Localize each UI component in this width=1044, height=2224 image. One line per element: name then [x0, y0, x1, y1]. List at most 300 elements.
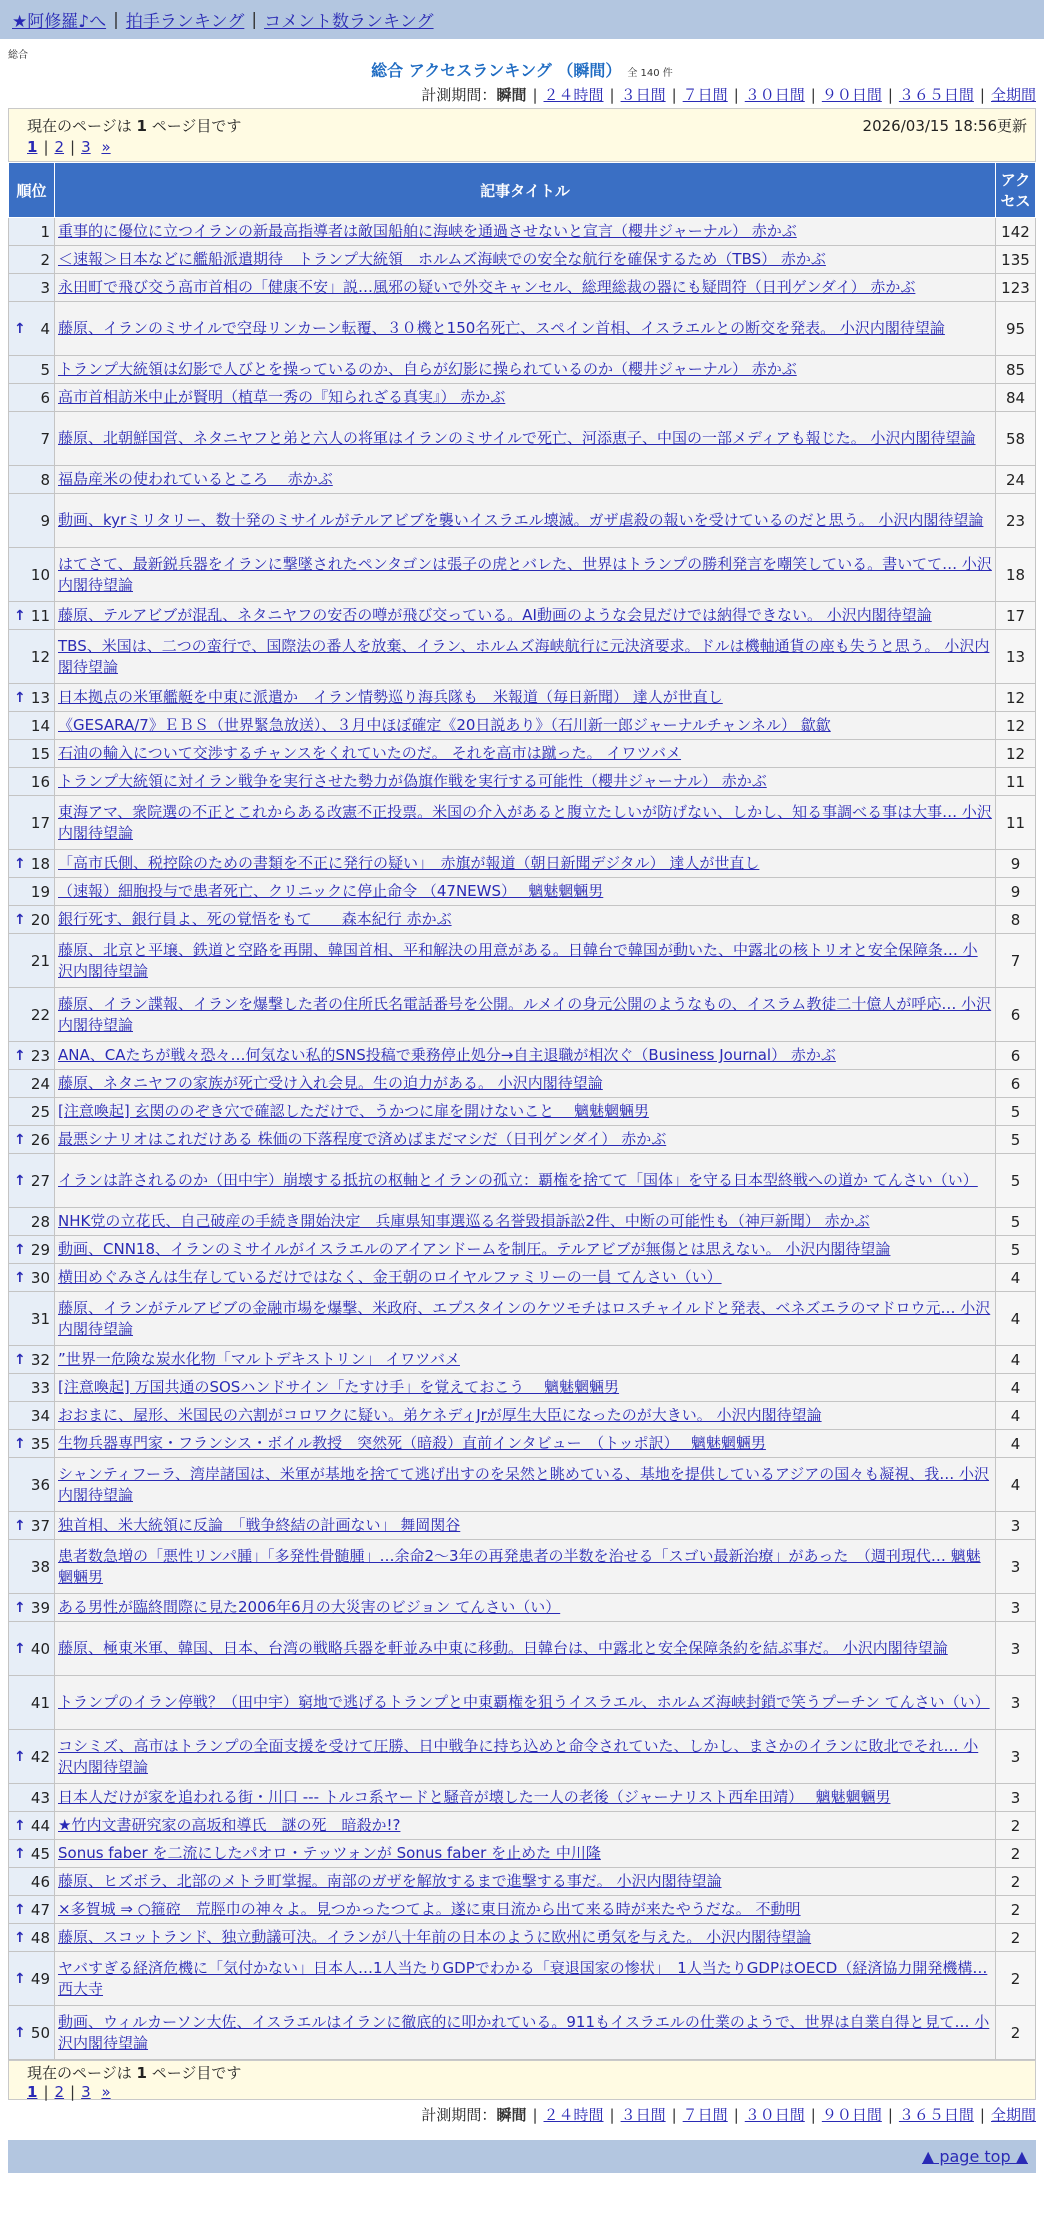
rank-number: 44 — [30, 1816, 50, 1835]
article-link[interactable]: [注意喚起] 万国共通のSOSハンドサイン「たすけ手」を覚えておこう 魑魅魍魎男 — [58, 1378, 620, 1396]
rank-number: 6 — [40, 388, 50, 407]
rank-cell — [9, 2006, 55, 2060]
access-count: 12 — [996, 740, 1036, 768]
page-link[interactable]: 1 — [27, 2083, 38, 2101]
page-link[interactable]: 3 — [81, 138, 91, 156]
title-cell — [55, 466, 996, 494]
table-row — [9, 1208, 1036, 1236]
current-page-text — [27, 115, 241, 136]
access-count: 2 — [996, 2006, 1036, 2060]
rank-number: 38 — [30, 1557, 50, 1576]
rank-number: 20 — [30, 910, 50, 929]
rank-number: 41 — [30, 1693, 50, 1712]
article-link[interactable]: 東海アマ、衆院選の不正とこれからある改憲不正投票。米国の介入があると腹立たしいが防げない、しかし、知る事調べる事は大事… 小沢内閣待望論 — [58, 802, 992, 842]
table-row — [9, 1812, 1036, 1840]
table-row — [9, 1512, 1036, 1540]
table-row — [9, 1622, 1036, 1676]
article-link[interactable]: イランは許されるのか（田中宇）崩壊する抵抗の枢軸とイランの孤立：覇権を捨てて「国体」を守る日本型終戦への道か てんさい（い） — [58, 1171, 978, 1189]
access-count: 18 — [996, 548, 1036, 602]
current-page-suffix: ページ目です — [146, 2064, 242, 2082]
table-row — [9, 1292, 1036, 1346]
title-cell — [55, 850, 996, 878]
rank-number: 9 — [40, 511, 50, 530]
rank-number: 27 — [30, 1171, 50, 1190]
title-cell — [55, 796, 996, 850]
rank-cell — [9, 768, 55, 796]
rank-number: 46 — [30, 1872, 50, 1891]
article-link[interactable]: 《GESARA/7》ＥＢＳ（世界緊急放送）、３月中ほぼ確定《20日説あり》（石川新一郎ジャーナルチャンネル） 歙歙 — [58, 716, 831, 734]
table-row — [9, 1594, 1036, 1622]
pager-top — [8, 108, 1036, 162]
period-link[interactable]: ２４時間 — [543, 2106, 604, 2124]
access-count: 6 — [996, 1042, 1036, 1070]
article-link[interactable]: [注意喚起] 玄関ののぞき穴で確認しただけで、うかつに扉を開けないこと 魑魅魍魎男 — [58, 1102, 649, 1120]
rank-number: 19 — [30, 882, 50, 901]
rank-cell — [9, 934, 55, 988]
rank-up-arrow-icon: ↑ — [14, 1269, 26, 1286]
rank-number: 39 — [30, 1598, 50, 1617]
category-label: 総合 — [8, 50, 28, 61]
article-link[interactable]: NHK党の立花氏、自己破産の手続き開始決定 兵庫県知事選巡る名誉毀損訴訟2件、中断の可能性も（神戸新聞） 赤かぶ — [58, 1212, 870, 1230]
access-count: 7 — [996, 934, 1036, 988]
rank-up-arrow-icon: ↑ — [14, 607, 26, 624]
rank-up-arrow-icon: ↑ — [14, 1640, 26, 1657]
current-page-text — [27, 2062, 241, 2083]
title-cell — [55, 1812, 996, 1840]
table-row — [9, 878, 1036, 906]
article-link[interactable]: 藤原、スコットランド、独立動議可決。イランが八十年前の日本のように欧州に勇気を与えた。 小沢内閣待望論 — [58, 1928, 812, 1946]
article-link[interactable]: 藤原、イラン諜報、イランを爆撃した者の住所氏名電話番号を公開。ルメイの身元公開のようなもの、イスラム教徒二十億人が呼応… 小沢内閣待望論 — [58, 994, 992, 1034]
title-cell — [55, 1840, 996, 1868]
article-link[interactable]: 患者数急増の「悪性リンパ腫」「多発性骨髄腫」…余命2～3年の再発患者の半数を治せる「スゴい最新治療」があった （週刊現代… 魑魅魍魎男 — [58, 1546, 981, 1586]
title-cell — [55, 356, 996, 384]
period-link[interactable]: ３６５日間 — [898, 86, 974, 104]
table-row — [9, 1070, 1036, 1098]
rank-number: 17 — [30, 813, 50, 832]
rank-number: 48 — [30, 1928, 50, 1947]
rank-number: 50 — [30, 2023, 50, 2042]
rank-cell — [9, 1540, 55, 1594]
article-link[interactable]: 石油の輸入について交渉するチャンスをくれていたのだ。 それを高市は蹴った。 イワツバメ — [58, 744, 682, 762]
access-count: 58 — [996, 412, 1036, 466]
period-separator: | — [671, 86, 677, 104]
article-link[interactable]: 銀行死す、銀行員よ、死の覚悟をもて 森本紀行 赤かぶ — [58, 910, 452, 928]
rank-number: 13 — [30, 688, 50, 707]
article-link[interactable]: TBS、米国は、二つの蛮行で、国際法の番人を放棄、イラン、ホルムズ海峡航行に元決済要求。ドルは機軸通貨の座も失うと思う。 小沢内閣待望論 — [58, 636, 990, 676]
article-link[interactable]: 動画、ウィルカーソン大佐、イスラエルはイランに徹底的に叩かれている。911もイスラエルの仕業のようで、世界は自業自得と見て… 小沢内閣待望論 — [58, 2012, 990, 2052]
title-cell — [55, 274, 996, 302]
table-row — [9, 1430, 1036, 1458]
article-link[interactable]: ANA、CAたちが戦々恐々…何気ない私的SNS投稿で乗務停止処分→自主退職が相次ぐ（Business Journal） 赤かぶ — [58, 1046, 836, 1064]
page-link[interactable]: 2 — [54, 2083, 65, 2101]
title-cell — [55, 684, 996, 712]
article-link[interactable]: はてさて、最新鋭兵器をイランに撃墜されたペンタゴンは張子の虎とバレた、世界はトランプの勝利発言を嘲笑している。書いてて… 小沢内閣待望論 — [58, 554, 992, 594]
rank-cell — [9, 988, 55, 1042]
access-count: 2 — [996, 1812, 1036, 1840]
rank-number: 18 — [30, 854, 50, 873]
article-link[interactable]: 永田町で飛び交う高市首相の「健康不安」説…風邪の疑いで外交キャンセル、総理総裁の器にも疑問符（日刊ゲンダイ） 赤かぶ — [58, 278, 916, 296]
article-link[interactable]: シャンティフーラ、湾岸諸国は、米軍が基地を捨てて逃げ出すのを呆然と眺めている、基地を提供しているアジアの国々も凝視、我… 小沢内閣待望論 — [58, 1464, 990, 1504]
rank-number: 40 — [30, 1639, 50, 1658]
article-link[interactable]: ×多賀城 ⇒ ○箍硿 荒脛巾の神々よ。見つかったつてよ。遂に東日流から出て来る時が来たやうだな。 不動明 — [58, 1900, 801, 1918]
table-row — [9, 412, 1036, 466]
rank-cell — [9, 1098, 55, 1126]
access-count: 2 — [996, 1924, 1036, 1952]
article-link[interactable]: 動画、CNN18、イランのミサイルがイスラエルのアイアンドームを制圧。テルアビブが無傷とは思えない。 小沢内閣待望論 — [58, 1240, 891, 1258]
rank-up-arrow-icon: ↑ — [14, 1748, 26, 1765]
rank-up-arrow-icon: ↑ — [14, 1970, 26, 1987]
top-nav-bar — [0, 0, 1044, 39]
article-link[interactable]: 重事的に優位に立つイランの新最高指導者は敵国船舶に海峡を通過させないと宣言（櫻井ジャーナル） 赤かぶ — [58, 222, 797, 240]
table-row — [9, 768, 1036, 796]
title-column-header: 記事タイトル — [55, 163, 996, 218]
title-cell — [55, 934, 996, 988]
access-count: 5 — [996, 1154, 1036, 1208]
title-cell — [55, 1208, 996, 1236]
title-cell — [55, 1896, 996, 1924]
title-cell — [55, 1784, 996, 1812]
rank-number: 33 — [30, 1378, 50, 1397]
table-row — [9, 906, 1036, 934]
page-link[interactable]: 1 — [27, 138, 38, 156]
rank-cell — [9, 878, 55, 906]
access-count: 4 — [996, 1402, 1036, 1430]
article-link[interactable]: 「高市氏側、税控除のための書類を不正に発行の疑い」 赤旗が報道（朝日新聞デジタル） 達人が世直し — [58, 854, 760, 872]
access-count: 85 — [996, 356, 1036, 384]
access-count: 2 — [996, 1868, 1036, 1896]
rank-cell — [9, 1730, 55, 1784]
period-label: 計測期間： — [421, 86, 497, 104]
period-link[interactable]: ２４時間 — [543, 86, 604, 104]
title-cell — [55, 1098, 996, 1126]
access-count: 4 — [996, 1430, 1036, 1458]
next-page-link[interactable]: » — [101, 2083, 111, 2101]
access-count: 123 — [996, 274, 1036, 302]
access-count: 4 — [996, 1374, 1036, 1402]
title-cell — [55, 630, 996, 684]
period-separator: | — [810, 86, 816, 104]
rank-up-arrow-icon: ↑ — [14, 1131, 26, 1148]
title-cell — [55, 768, 996, 796]
period-link[interactable]: ３日間 — [620, 86, 666, 104]
rank-up-arrow-icon: ↑ — [14, 1901, 26, 1918]
rank-cell — [9, 384, 55, 412]
rank-up-arrow-icon: ↑ — [14, 1241, 26, 1258]
title-cell — [55, 302, 996, 356]
rank-cell — [9, 218, 55, 246]
period-link[interactable]: 全期間 — [990, 86, 1036, 104]
rank-cell — [9, 684, 55, 712]
rank-cell — [9, 356, 55, 384]
period-separator: | — [532, 2106, 538, 2124]
table-row — [9, 1952, 1036, 2006]
article-link[interactable]: 最悪シナリオはこれだけある 株価の下落程度で済めばまだマシだ（日刊ゲンダイ） 赤かぶ — [58, 1130, 667, 1148]
rank-up-arrow-icon: ↑ — [14, 1172, 26, 1189]
title-cell — [55, 2006, 996, 2060]
nav-separator: | — [251, 9, 258, 30]
article-link[interactable]: 藤原、テルアビブが混乱、ネタニヤフの安否の噂が飛び交っている。AI動画のような会見だけでは納得できない。 小沢内閣待望論 — [58, 606, 932, 624]
title-cell — [55, 712, 996, 740]
footer-bar — [8, 2140, 1036, 2173]
rank-cell — [9, 712, 55, 740]
rank-number: 26 — [30, 1130, 50, 1149]
rank-number: 47 — [30, 1900, 50, 1919]
rank-up-arrow-icon: ↑ — [14, 855, 26, 872]
rank-cell — [9, 1264, 55, 1292]
rank-number: 31 — [30, 1309, 50, 1328]
title-cell — [55, 1236, 996, 1264]
period-label: 計測期間： — [421, 2106, 497, 2124]
article-link[interactable]: 日本人だけが家を追われる街・川口 --- トルコ系ヤードと騒音が壊した一人の老後（ジャーナリスト西牟田靖） 魑魅魍魎男 — [58, 1788, 891, 1806]
home-link[interactable]: ★阿修羅♪へ — [12, 12, 107, 32]
table-row — [9, 1374, 1036, 1402]
rank-number: 12 — [30, 647, 50, 666]
rank-cell — [9, 602, 55, 630]
rank-cell — [9, 246, 55, 274]
access-count: 2 — [996, 1896, 1036, 1924]
period-link[interactable]: ３６５日間 — [898, 2106, 974, 2124]
title-cell — [55, 602, 996, 630]
article-link[interactable]: 高市首相訪米中止が賢明（植草一秀の『知られざる真実』） 赤かぶ — [58, 388, 506, 406]
period-link[interactable]: ７日間 — [682, 86, 728, 104]
rank-number: 24 — [30, 1074, 50, 1093]
comment-ranking-link[interactable]: コメント数ランキング — [264, 12, 434, 32]
title-cell — [55, 906, 996, 934]
period-separator: | — [733, 2106, 739, 2124]
article-link[interactable]: 福島産米の使われているところ 赤かぶ — [58, 470, 333, 488]
article-link[interactable]: 藤原、北京と平壌、鉄道と空路を再開、韓国首相、平和解決の用意がある。日韓台で韓国が動いた、中露北の核トリオと安全保障条… 小沢内閣待望論 — [58, 940, 978, 980]
access-count: 2 — [996, 1952, 1036, 2006]
table-row — [9, 740, 1036, 768]
table-row — [9, 1840, 1036, 1868]
title-cell — [55, 1458, 996, 1512]
rank-up-arrow-icon: ↑ — [14, 689, 26, 706]
table-row — [9, 602, 1036, 630]
period-link[interactable]: ３日間 — [620, 2106, 666, 2124]
article-link[interactable]: トランプ大統領に対イラン戦争を実行させた勢力が偽旗作戦を実行する可能性（櫻井ジャーナル） 赤かぶ — [58, 772, 767, 790]
access-count: 4 — [996, 1264, 1036, 1292]
access-count: 84 — [996, 384, 1036, 412]
period-link[interactable]: ３０日間 — [744, 86, 805, 104]
article-link[interactable]: 藤原、北朝鮮国営、ネタニヤフと弟と六人の将軍はイランのミサイルで死亡、河添恵子、中国の一部メディアも報じた。 小沢内閣待望論 — [58, 429, 976, 447]
period-separator: | — [887, 2106, 893, 2124]
title-cell — [55, 1924, 996, 1952]
table-row — [9, 1154, 1036, 1208]
article-link[interactable]: トランプ大統領は幻影で人びとを操っているのか、自らが幻影に操られているのか（櫻井ジャーナル） 赤かぶ — [58, 360, 797, 378]
access-count: 4 — [996, 1292, 1036, 1346]
article-link[interactable]: Sonus faber を二流にしたパオロ・テッツォンが Sonus faber を止めた 中川隆 — [58, 1844, 601, 1862]
table-row — [9, 1264, 1036, 1292]
access-count: 3 — [996, 1512, 1036, 1540]
title-cell — [55, 1540, 996, 1594]
access-count: 3 — [996, 1784, 1036, 1812]
period-separator: | — [609, 86, 615, 104]
table-row — [9, 384, 1036, 412]
total-count: 全 140 件 — [627, 68, 673, 79]
page-title-text: 総合 アクセスランキング （瞬間） — [371, 61, 622, 80]
article-link[interactable]: ＜速報＞日本などに艦船派遣期待 トランプ大統領 ホルムズ海峡での安全な航行を確保するため（TBS） 赤かぶ — [58, 250, 826, 268]
rank-cell — [9, 1784, 55, 1812]
article-link[interactable]: 藤原、ネタニヤフの家族が死亡受け入れ会見。生の迫力がある。 小沢内閣待望論 — [58, 1074, 603, 1092]
title-cell — [55, 988, 996, 1042]
rank-cell — [9, 274, 55, 302]
article-link[interactable]: ”世界一危険な炭水化物「マルトデキストリン」 イワツバメ — [58, 1350, 460, 1368]
article-link[interactable]: 藤原、ヒズボラ、北部のメトラ町掌握。南部のガザを解放するまで進撃する事だ。 小沢内閣待望論 — [58, 1872, 722, 1890]
table-row — [9, 1126, 1036, 1154]
table-row — [9, 988, 1036, 1042]
access-count: 11 — [996, 768, 1036, 796]
article-link[interactable]: 独首相、米大統領に反論 「戦争終結の計画ない」 舞岡関谷 — [58, 1516, 461, 1534]
access-count: 5 — [996, 1208, 1036, 1236]
access-count: 6 — [996, 1070, 1036, 1098]
rank-number: 14 — [30, 716, 50, 735]
rank-cell — [9, 630, 55, 684]
period-link[interactable]: ９０日間 — [821, 2106, 882, 2124]
article-link[interactable]: ★竹内文書研究家の高坂和導氏 謎の死 暗殺か!? — [58, 1816, 401, 1834]
rank-cell — [9, 1896, 55, 1924]
rank-cell — [9, 1868, 55, 1896]
rank-cell — [9, 1374, 55, 1402]
access-count: 11 — [996, 796, 1036, 850]
access-count: 95 — [996, 302, 1036, 356]
period-link[interactable]: ９０日間 — [821, 86, 882, 104]
article-link[interactable]: 藤原、イランがテルアビブの金融市場を爆撃、米政府、エプスタインのケツモチはロスチャイルドと発表、ベネズエラのマドロウ元… 小沢内閣待望論 — [58, 1298, 991, 1338]
article-link[interactable]: おおまに、屋形、米国民の六割がコロワクに疑い。弟ケネディJrが厚生大臣になったのが大きい。 小沢内閣待望論 — [58, 1406, 822, 1424]
rank-number: 32 — [30, 1350, 50, 1369]
period-link[interactable]: ３０日間 — [744, 2106, 805, 2124]
article-link[interactable]: 藤原、イランのミサイルで空母リンカーン転覆、３０機と150名死亡、スペイン首相、イスラエルとの断交を発表。 小沢内閣待望論 — [58, 319, 945, 337]
period-separator: | — [609, 2106, 615, 2124]
title-cell — [55, 1868, 996, 1896]
rank-number: 11 — [30, 606, 50, 625]
title-cell — [55, 494, 996, 548]
rank-number: 22 — [30, 1005, 50, 1024]
access-count: 12 — [996, 712, 1036, 740]
table-row — [9, 850, 1036, 878]
rank-number: 29 — [30, 1240, 50, 1259]
title-cell — [55, 1430, 996, 1458]
rank-cell — [9, 1042, 55, 1070]
rank-cell — [9, 412, 55, 466]
title-cell — [55, 1292, 996, 1346]
rank-number: 30 — [30, 1268, 50, 1287]
pager-bottom — [8, 2060, 1036, 2100]
rank-number: 8 — [40, 470, 50, 489]
access-count: 135 — [996, 246, 1036, 274]
rank-cell — [9, 1402, 55, 1430]
article-link[interactable]: ある男性が臨終間際に見た2006年6月の大災害のビジョン てんさい（い） — [58, 1598, 561, 1616]
access-count: 142 — [996, 218, 1036, 246]
next-page-link[interactable]: » — [101, 138, 111, 156]
article-link[interactable]: 横田めぐみさんは生存しているだけではなく、金王朝のロイヤルファミリーの一員 てんさい（い） — [58, 1268, 722, 1286]
table-row — [9, 1730, 1036, 1784]
page-separator: | — [43, 2083, 49, 2101]
rank-number: 7 — [40, 429, 50, 448]
title-cell — [55, 1070, 996, 1098]
access-count: 4 — [996, 1458, 1036, 1512]
rank-number: 21 — [30, 951, 50, 970]
rank-cell — [9, 1236, 55, 1264]
access-count: 3 — [996, 1676, 1036, 1730]
table-row — [9, 1924, 1036, 1952]
rank-cell — [9, 466, 55, 494]
table-row — [9, 356, 1036, 384]
title-cell — [55, 246, 996, 274]
rank-number: 16 — [30, 772, 50, 791]
access-count: 24 — [996, 466, 1036, 494]
access-count: 9 — [996, 850, 1036, 878]
article-link[interactable]: コシミズ、高市はトランプの全面支援を受けて圧勝、日中戦争に持ち込めと命令されていた、しかし、まさかのイランに敗北でそれ… 小沢内閣待望論 — [58, 1736, 979, 1776]
title-cell — [55, 1374, 996, 1402]
title-cell — [55, 1346, 996, 1374]
period-separator: | — [979, 2106, 985, 2124]
page-top-link[interactable]: ▲ page top ▲ — [921, 2147, 1028, 2166]
rank-cell — [9, 494, 55, 548]
rank-cell — [9, 1154, 55, 1208]
table-row — [9, 1042, 1036, 1070]
rank-up-arrow-icon: ↑ — [14, 320, 26, 337]
access-count: 17 — [996, 602, 1036, 630]
article-link[interactable]: （速報）細胞投与で患者死亡、クリニックに停止命令 （47NEWS） 魑魅魍魎男 — [58, 882, 604, 900]
article-link[interactable]: 動画、kyrミリタリー、数十発のミサイルがテルアビブを襲いイスラエル壊滅。ガザ虐殺の報いを受けているのだと思う。 小沢内閣待望論 — [58, 511, 984, 529]
rank-up-arrow-icon: ↑ — [14, 911, 26, 928]
title-cell — [55, 1952, 996, 2006]
rank-up-arrow-icon: ↑ — [14, 1435, 26, 1452]
clap-ranking-link[interactable]: 拍手ランキング — [125, 12, 245, 32]
page-title — [0, 60, 1044, 82]
period-separator: | — [810, 2106, 816, 2124]
rank-cell — [9, 1208, 55, 1236]
rank-cell — [9, 1924, 55, 1952]
access-count: 4 — [996, 1346, 1036, 1374]
table-row — [9, 1676, 1036, 1730]
table-row — [9, 246, 1036, 274]
title-cell — [55, 1676, 996, 1730]
page-link[interactable]: 3 — [81, 2083, 91, 2101]
article-link[interactable]: 日本拠点の米軍艦艇を中東に派遣か イラン情勢巡り海兵隊も 米報道（毎日新聞） 達人が世直し — [58, 688, 723, 706]
table-row — [9, 1458, 1036, 1512]
rank-number: 42 — [30, 1747, 50, 1766]
article-link[interactable]: 生物兵器専門家・フランシス・ボイル教授 突然死（暗殺）直前インタビュー （トッポ訳） 魑魅魍魎男 — [58, 1434, 766, 1452]
rank-cell — [9, 1346, 55, 1374]
page-links — [27, 2083, 111, 2101]
rank-cell — [9, 740, 55, 768]
access-count: 9 — [996, 878, 1036, 906]
table-row — [9, 274, 1036, 302]
table-row — [9, 934, 1036, 988]
article-link[interactable]: トランプのイラン停戦？（田中宇）窮地で逃げるトランプと中東覇権を狙うイスラエル、ホルムズ海峡封鎖で笑うプーチン てんさい（い） — [58, 1693, 990, 1711]
rank-number: 25 — [30, 1102, 50, 1121]
rank-number: 37 — [30, 1516, 50, 1535]
page-link[interactable]: 2 — [54, 138, 65, 156]
article-link[interactable]: ヤバすぎる経済危機に「気付かない」日本人…1人当たりGDPでわかる「衰退国家の惨状」 1人当たりGDPはOECD（経済協力開発機構… 西大寺 — [58, 1958, 988, 1998]
article-link[interactable]: 藤原、極東米軍、韓国、日本、台湾の戦略兵器を軒並み中東に移動。日韓台は、中露北と安全保障条約を結ぶ事だ。 小沢内閣待望論 — [58, 1639, 948, 1657]
rank-cell — [9, 1430, 55, 1458]
rank-number: 15 — [30, 744, 50, 763]
rank-number: 23 — [30, 1046, 50, 1065]
table-row — [9, 1402, 1036, 1430]
period-link[interactable]: 全期間 — [990, 2106, 1036, 2124]
rank-number: 3 — [40, 278, 50, 297]
rank-cell — [9, 1292, 55, 1346]
title-cell — [55, 218, 996, 246]
period-link[interactable]: ７日間 — [682, 2106, 728, 2124]
access-count: 3 — [996, 1622, 1036, 1676]
period-active: 瞬間 — [496, 2106, 527, 2124]
title-cell — [55, 548, 996, 602]
table-row — [9, 1098, 1036, 1126]
table-row — [9, 684, 1036, 712]
